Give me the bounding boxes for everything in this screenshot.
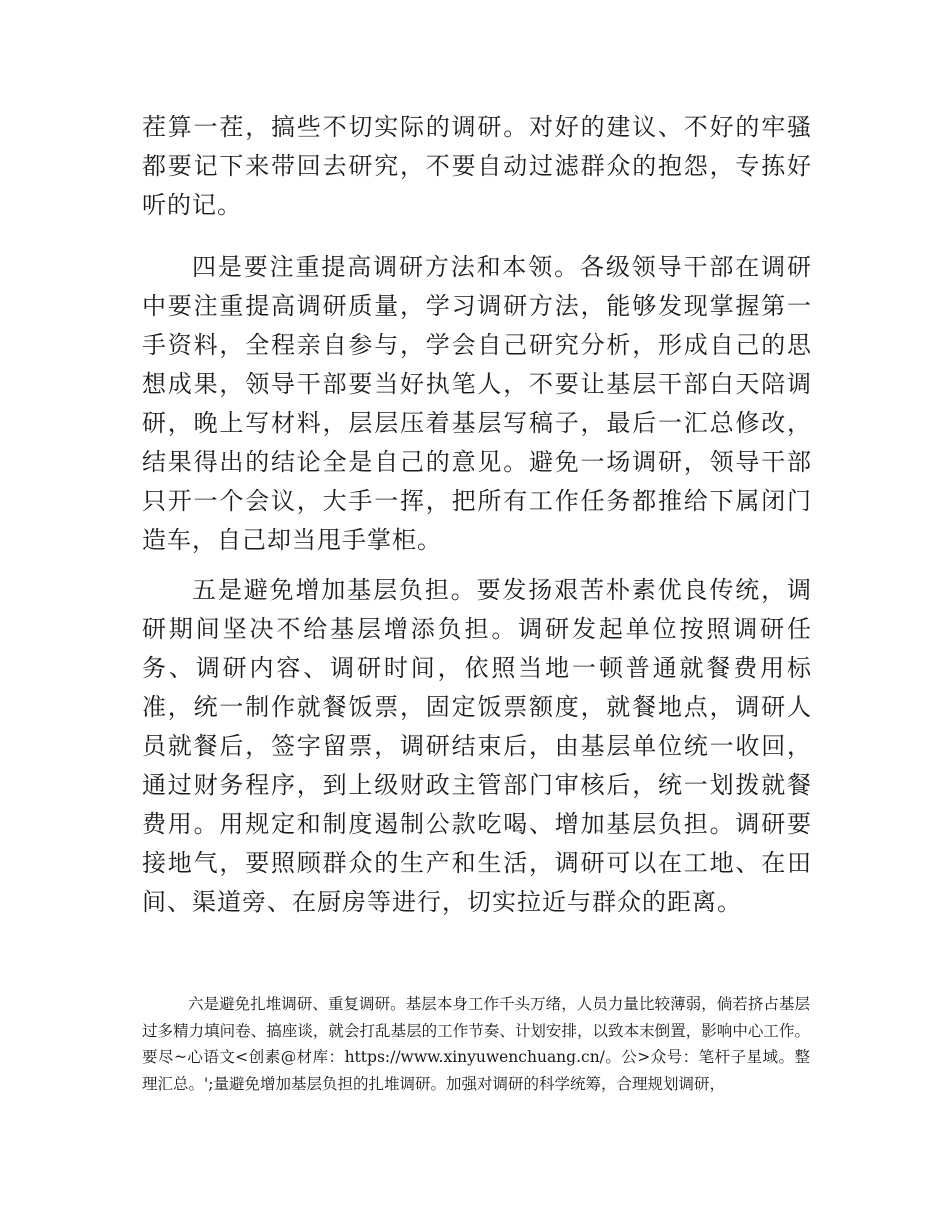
paragraph-research-methods: 四是要注重提高调研方法和本领。各级领导干部在调研中要注重提高调研质量，学习调研方法，能够发现掌握第一手资料，全程亲自参与，学会自己研究分析，形成自己的思想成果，领导干部要当好执笔人，不要让基层干部白天陪调研，晚上写材料，层层压着基层写稿子，最后一汇总修改，结果得出的结论全是自己的意见。避免一场调研，领导干部只开一个会议，大手一挥，把所有工作任务都推给下属闭门造车，自己却当甩手掌柜。 bbox=[142, 253, 812, 554]
paragraph-reduce-burden: 五是避免增加基层负担。要发扬艰苦朴素优良传统，调研期间坚决不给基层增添负担。调研发起单位按照调研任务、调研内容、调研时间，依照当地一顿普通就餐费用标准，统一制作就餐饭票，固定饭票额度，就餐地点，调研人员就餐后，签字留票，调研结束后，由基层单位统一收回，通过财务程序，到上级财政主管部门审核后，统一划拨就餐费用。用规定和制度遏制公款吃喝、增加基层负担。调研要接地气，要照顾群众的生产和生活，调研可以在工地、在田间、渠道旁、在厨房等进行，切实拉近与群众的距离。 bbox=[142, 576, 812, 916]
paragraph-continuation: 茬算一茬，搞些不切实际的调研。对好的建议、不好的牢骚都要记下来带回去研究，不要自动过滤群众的抱怨，专拣好听的记。 bbox=[142, 113, 812, 219]
paragraph-avoid-duplicate-research: 六是避免扎堆调研、重复调研。基层本身工作千头万绪，人员力量比较薄弱，倘若挤占基层过多精力填问卷、搞座谈，就会打乱基层的工作节奏、计划安排，以致本末倒置，影响中心工作。要尽~心语文<创素@材库：https://www.xinyuwenchuang.cn/。公>众号：笔杆子星域。整理汇总。';量避免增加基层负担的扎堆调研。加强对调研的科学统筹，合理规划调研， bbox=[142, 995, 810, 1093]
